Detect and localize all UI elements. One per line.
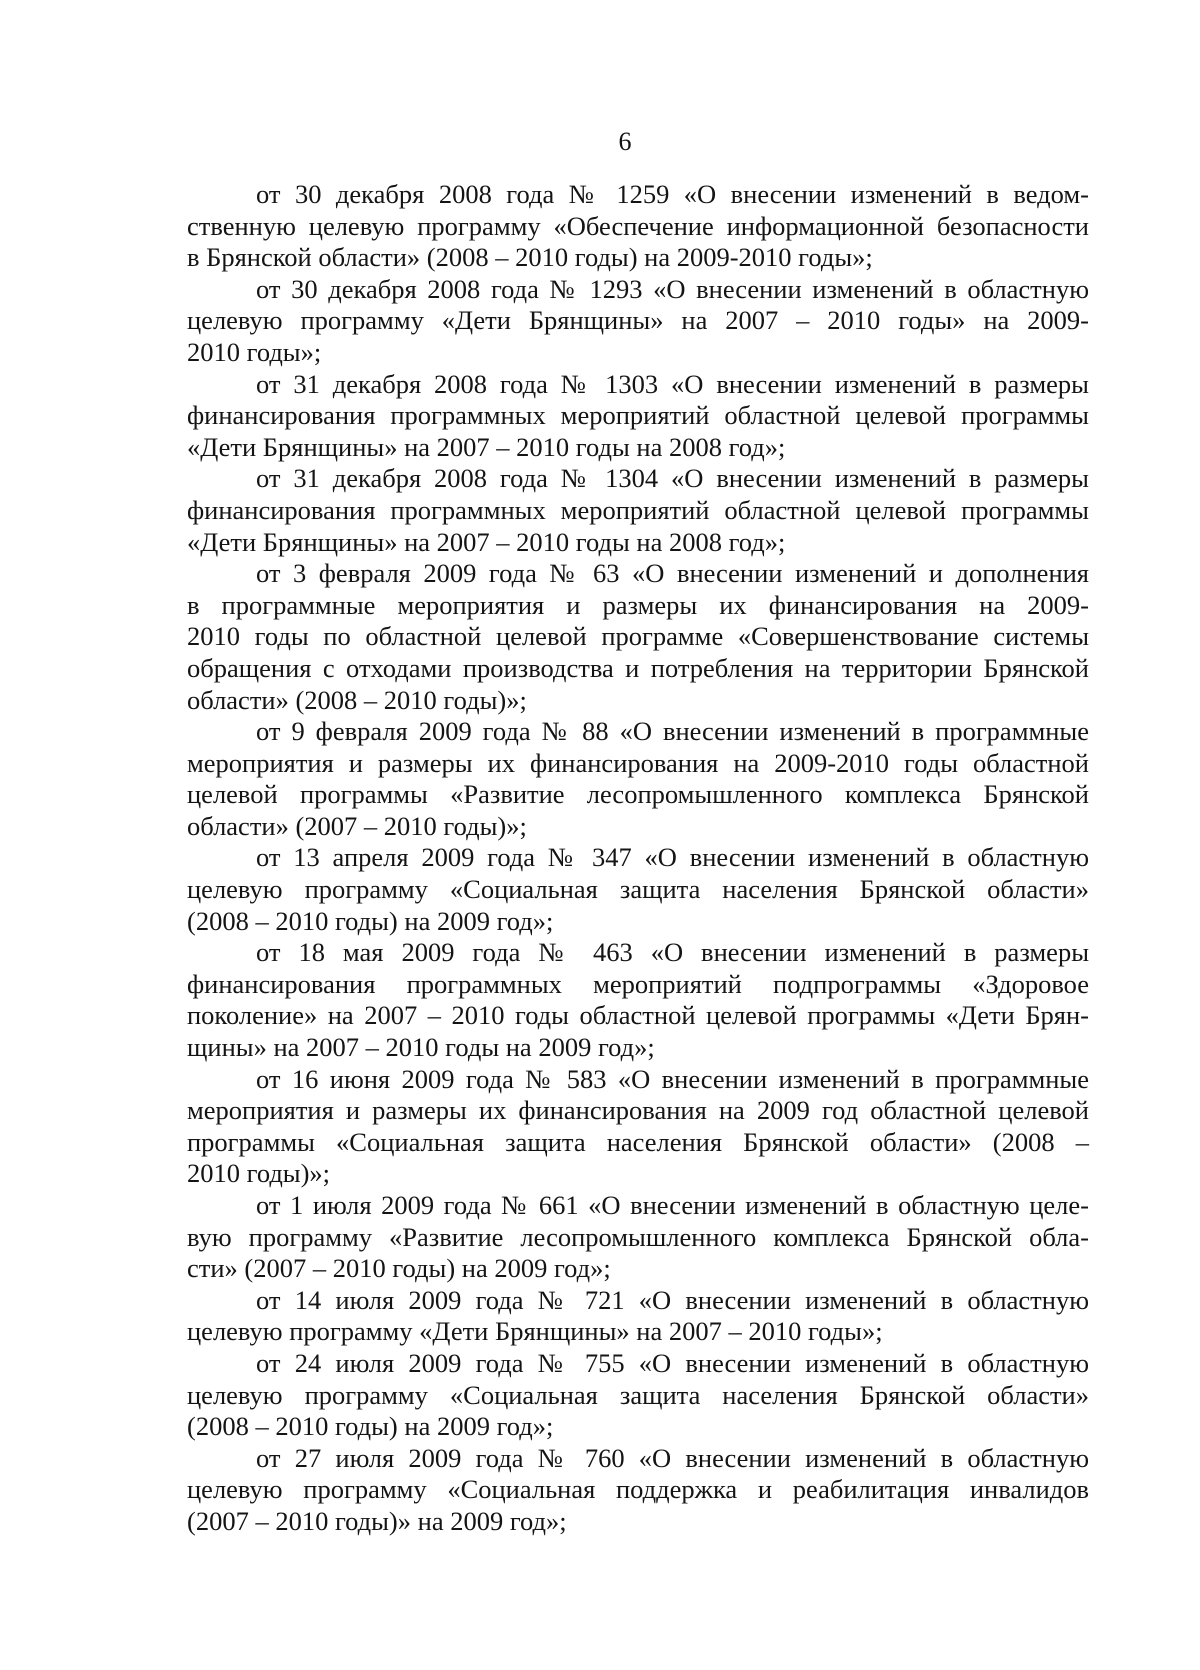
- document-body: [187, 179, 1089, 1538]
- paragraph-line: финансирования программных мероприятий подпрограммы «Здоровое: [187, 968, 1089, 999]
- paragraph-line: щины» на 2007 – 2010 годы на 2009 год»;: [187, 1032, 655, 1063]
- decree-paragraph: [187, 1064, 1089, 1190]
- decree-paragraph: [187, 1190, 1089, 1285]
- paragraph-line: от 31 декабря 2008 года № 1304 «О внесении изменений в размеры: [256, 463, 1089, 494]
- decree-paragraph: [187, 842, 1089, 937]
- paragraph-line: (2008 – 2010 годы) на 2009 год»;: [187, 905, 554, 936]
- paragraph-line: целевую программу «Социальная защита населения Брянской области»: [187, 1379, 1089, 1410]
- paragraph-line: 2010 годы по областной целевой программе «Совершенствование системы: [187, 621, 1089, 652]
- paragraph-line: мероприятия и размеры их финансирования на 2009-2010 годы областной: [187, 747, 1089, 778]
- paragraph-line: целевую программу «Социальная защита населения Брянской области»: [187, 874, 1089, 905]
- paragraph-line: от 1 июля 2009 года № 661 «О внесении изменений в областную целе-: [256, 1190, 1089, 1220]
- paragraph-line: программы «Социальная защита населения Брянской области» (2008 –: [187, 1126, 1089, 1157]
- paragraph-line: целевую программу «Социальная поддержка и реабилитация инвалидов: [187, 1474, 1089, 1505]
- paragraph-line: в Брянской области» (2008 – 2010 годы) на 2009-2010 годы»;: [187, 242, 873, 273]
- paragraph-line: финансирования программных мероприятий областной целевой программы: [187, 400, 1089, 431]
- paragraph-line: от 31 декабря 2008 года № 1303 «О внесении изменений в размеры: [256, 368, 1089, 399]
- decree-paragraph: [187, 716, 1089, 842]
- paragraph-line: от 30 декабря 2008 года № 1259 «О внесении изменений в ведом-: [256, 179, 1089, 209]
- decree-paragraph: [187, 558, 1089, 716]
- page-number: 6: [618, 127, 632, 156]
- paragraph-line: «Дети Брянщины» на 2007 – 2010 годы на 2008 год»;: [187, 431, 786, 462]
- decree-paragraph: [187, 369, 1089, 464]
- paragraph-line: от 14 июля 2009 года № 721 «О внесении изменений в областную: [256, 1284, 1089, 1315]
- paragraph-line: мероприятия и размеры их финансирования на 2009 год областной целевой: [187, 1095, 1089, 1126]
- paragraph-line: ственную целевую программу «Обеспечение информационной безопасности: [187, 210, 1089, 241]
- decree-paragraph: [187, 463, 1089, 558]
- decree-paragraph: [187, 179, 1089, 274]
- paragraph-line: сти» (2007 – 2010 годы) на 2009 год»;: [187, 1253, 611, 1284]
- paragraph-line: целевую программу «Дети Брянщины» на 2007 – 2010 годы» на 2009-: [187, 305, 1089, 336]
- paragraph-line: от 27 июля 2009 года № 760 «О внесении изменений в областную: [256, 1442, 1089, 1473]
- paragraph-line: целевую программу «Дети Брянщины» на 2007 – 2010 годы»;: [187, 1316, 883, 1347]
- paragraph-line: области» (2008 – 2010 годы)»;: [187, 684, 527, 715]
- paragraph-line: от 3 февраля 2009 года № 63 «О внесении изменений и дополнения: [256, 558, 1089, 589]
- paragraph-line: финансирования программных мероприятий областной целевой программы: [187, 494, 1089, 525]
- paragraph-line: (2007 – 2010 годы)» на 2009 год»;: [187, 1505, 567, 1536]
- decree-paragraph: [187, 274, 1089, 369]
- paragraph-line: от 16 июня 2009 года № 583 «О внесении изменений в программные: [256, 1063, 1089, 1094]
- paragraph-line: от 9 февраля 2009 года № 88 «О внесении изменений в программные: [256, 716, 1089, 747]
- paragraph-line: в программные мероприятия и размеры их финансирования на 2009-: [187, 589, 1089, 620]
- paragraph-line: (2008 – 2010 годы) на 2009 год»;: [187, 1411, 554, 1442]
- paragraph-line: «Дети Брянщины» на 2007 – 2010 годы на 2008 год»;: [187, 526, 786, 557]
- paragraph-line: от 13 апреля 2009 года № 347 «О внесении изменений в областную: [256, 842, 1089, 873]
- paragraph-line: от 24 июля 2009 года № 755 «О внесении изменений в областную: [256, 1347, 1089, 1378]
- paragraph-line: поколение» на 2007 – 2010 годы областной целевой программы «Дети Брян-: [187, 1000, 1089, 1031]
- decree-paragraph: [187, 1348, 1089, 1443]
- paragraph-line: от 18 мая 2009 года № 463 «О внесении изменений в размеры: [256, 937, 1089, 968]
- paragraph-line: от 30 декабря 2008 года № 1293 «О внесении изменений в областную: [256, 273, 1089, 304]
- paragraph-line: целевой программы «Развитие лесопромышленного комплекса Брянской: [187, 779, 1089, 810]
- decree-paragraph: [187, 937, 1089, 1063]
- decree-paragraph: [187, 1443, 1089, 1538]
- decree-paragraph: [187, 1285, 1089, 1348]
- paragraph-line: 2010 годы)»;: [187, 1158, 331, 1189]
- paragraph-line: обращения с отходами производства и потребления на территории Брянской: [187, 652, 1089, 683]
- paragraph-line: вую программу «Развитие лесопромышленного комплекса Брянской обла-: [187, 1221, 1089, 1252]
- paragraph-line: области» (2007 – 2010 годы)»;: [187, 810, 527, 841]
- paragraph-line: 2010 годы»;: [187, 336, 322, 367]
